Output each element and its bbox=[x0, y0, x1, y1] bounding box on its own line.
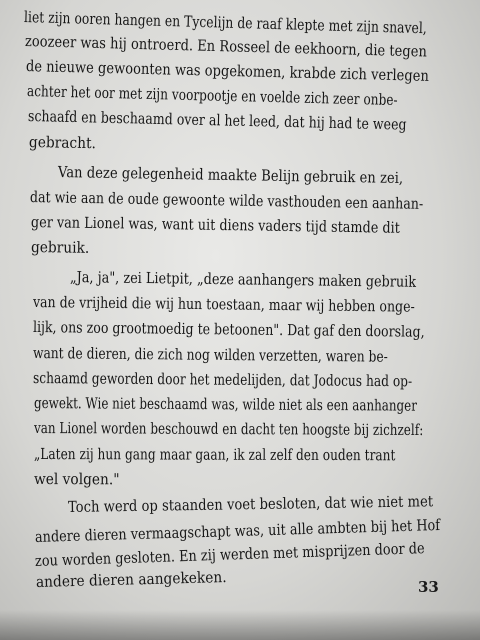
text-line: „Laten zij hun gang maar gaan, ik zal zelf den ouden trant bbox=[33, 445, 396, 465]
text-line: gewekt. Wie niet beschaamd was, wilde niet als een aanhanger bbox=[33, 394, 418, 415]
text-line: want de dieren, die zich nog wilden verzetten, waren be- bbox=[32, 344, 388, 366]
text-line: lijk, ons zoo grootmoedig te betoonen". Dat gaf den doorslag, bbox=[32, 318, 425, 341]
text-line: zou worden gesloten. En zij werden met misprijzen door de bbox=[34, 539, 425, 570]
text-line: van Lionel worden beschouwd en dacht ten hoogste bij zichzelf: bbox=[33, 419, 424, 440]
text-line: liet zijn ooren hangen en Tycelijn de raaf klepte met zijn snavel, bbox=[23, 8, 428, 38]
text-line: achter het oor met zijn voorpootje en voelde zich zeer onbe- bbox=[26, 82, 398, 110]
text-line: van de vrijheid die wij hun toestaan, maar wij hebben onge- bbox=[32, 293, 415, 316]
page-shadow bbox=[0, 610, 480, 640]
text-line: andere dieren vermaagschapt was, uit alle ambten bij het Hof bbox=[34, 515, 441, 546]
text-line: „Ja, ja", zei Lietpit, „deze aanhangers maken gebruik bbox=[69, 268, 417, 291]
text-line: andere dieren aangekeken. bbox=[35, 568, 227, 591]
page-number: 33 bbox=[418, 578, 439, 596]
text-line: zoozeer was hij ontroerd. En Rosseel de eekhoorn, die tegen bbox=[24, 32, 428, 61]
text-line: gebracht. bbox=[28, 133, 97, 153]
text-line: dat wie aan de oude gewoonte wilde vasthouden een aanhan- bbox=[29, 188, 424, 213]
text-line: Van deze gelegenheid maakte Belijn gebruik en zei, bbox=[57, 163, 404, 188]
text-line: ger van Lionel was, want uit diens vaders tijd stamde dit bbox=[30, 213, 401, 237]
text-line: gebruik. bbox=[30, 238, 90, 257]
text-line: schaafd en beschaamd over al het leed, dat hij had te weeg bbox=[27, 107, 407, 134]
text-line: schaamd geworden door het medelijden, dat Jodocus had op- bbox=[32, 369, 413, 391]
text-line: Toch werd op staanden voet besloten, dat wie niet met bbox=[67, 492, 434, 516]
text-line: de nieuwe gewoonten was opgekomen, krabde zich verlegen bbox=[25, 57, 430, 85]
text-line: wel volgen." bbox=[33, 470, 120, 489]
